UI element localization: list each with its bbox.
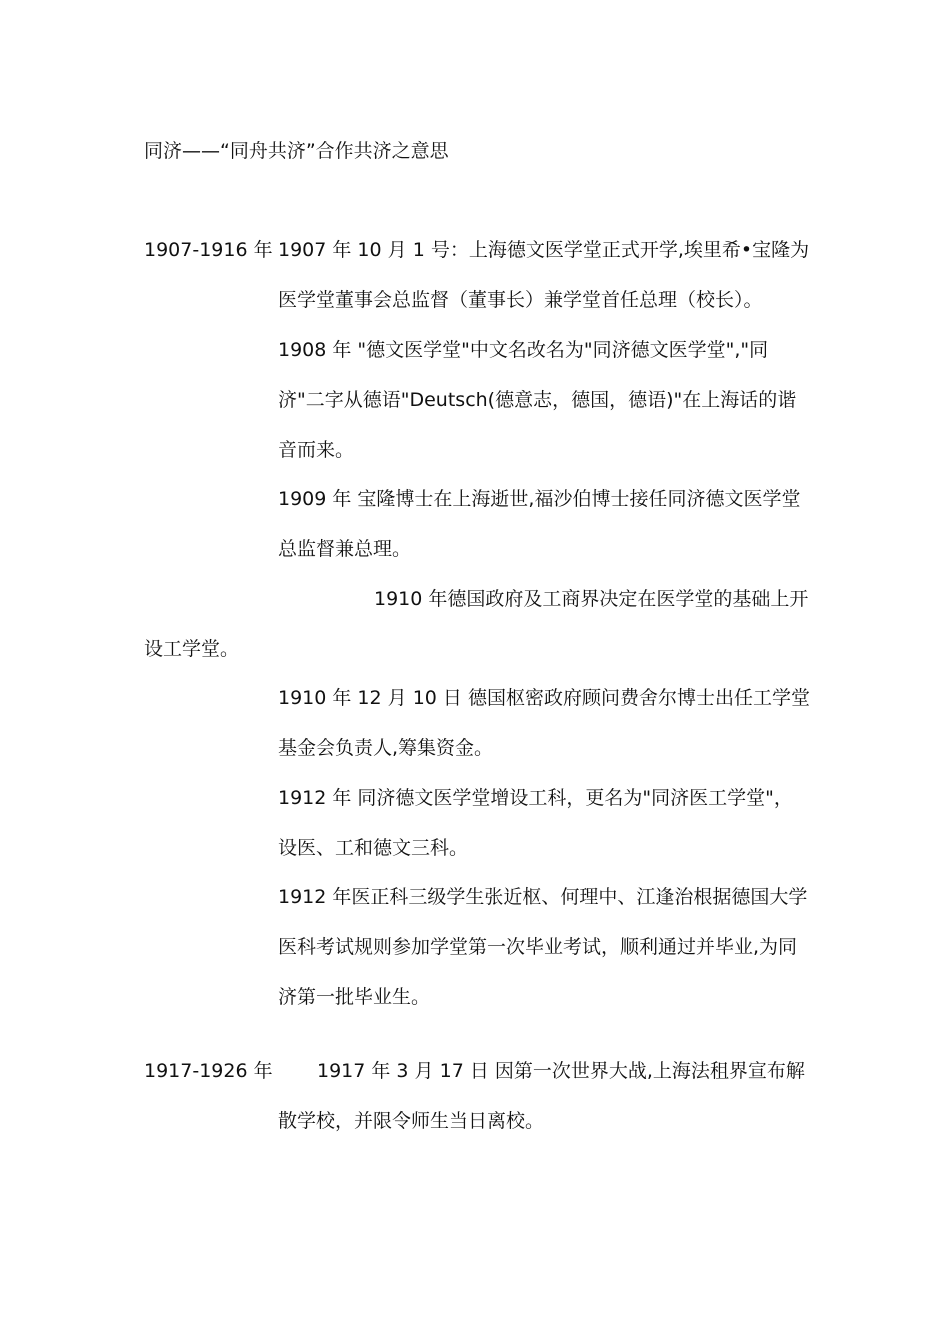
text-line: 音而来。 (278, 439, 355, 461)
period-label-1907-1916: 1907-1916 年 (144, 239, 273, 261)
text-line: 1912 年医正科三级学生张近枢、何理中、江逢治根据德国大学 (278, 886, 808, 908)
text-line: 1910 年德国政府及工商界决定在医学堂的基础上开 (374, 588, 809, 610)
text-line: 医学堂董事会总监督（董事长）兼学堂首任总理（校长）。 (278, 289, 763, 311)
text-line: 1917 年 3 月 17 日 因第一次世界大战,上海法租界宣布解 (317, 1060, 805, 1082)
document-title: 同济——“同舟共济”合作共济之意思 (144, 140, 449, 162)
text-line: 济第一批毕业生。 (278, 986, 431, 1008)
text-line: 医科考试规则参加学堂第一次毕业考试，顺利通过并毕业,为同 (278, 936, 798, 958)
text-line: 总监督兼总理。 (278, 538, 412, 560)
text-line: 1909 年 宝隆博士在上海逝世,福沙伯博士接任同济德文医学堂 (278, 488, 801, 510)
period-label-1917-1926: 1917-1926 年 (144, 1060, 273, 1082)
text-line: 1907 年 10 月 1 号：上海德文医学堂正式开学,埃里希•宝隆为 (278, 239, 810, 261)
text-line: 1910 年 12 月 10 日 德国枢密政府顾问费舍尔博士出任工学堂 (278, 687, 810, 709)
text-line: 1908 年 "德文医学堂"中文名改名为"同济德文医学堂","同 (278, 339, 769, 361)
text-line: 1912 年 同济德文医学堂增设工科，更名为"同济医工学堂"， (278, 787, 793, 809)
text-line: 设医、工和德文三科。 (278, 837, 469, 859)
text-line: 散学校，并限令师生当日离校。 (278, 1110, 545, 1132)
text-line: 设工学堂。 (144, 638, 240, 660)
text-line: 基金会负责人,筹集资金。 (278, 737, 494, 759)
text-line: 济"二字从德语"Deutsch(德意志，德国，德语)"在上海话的谐 (278, 389, 797, 411)
